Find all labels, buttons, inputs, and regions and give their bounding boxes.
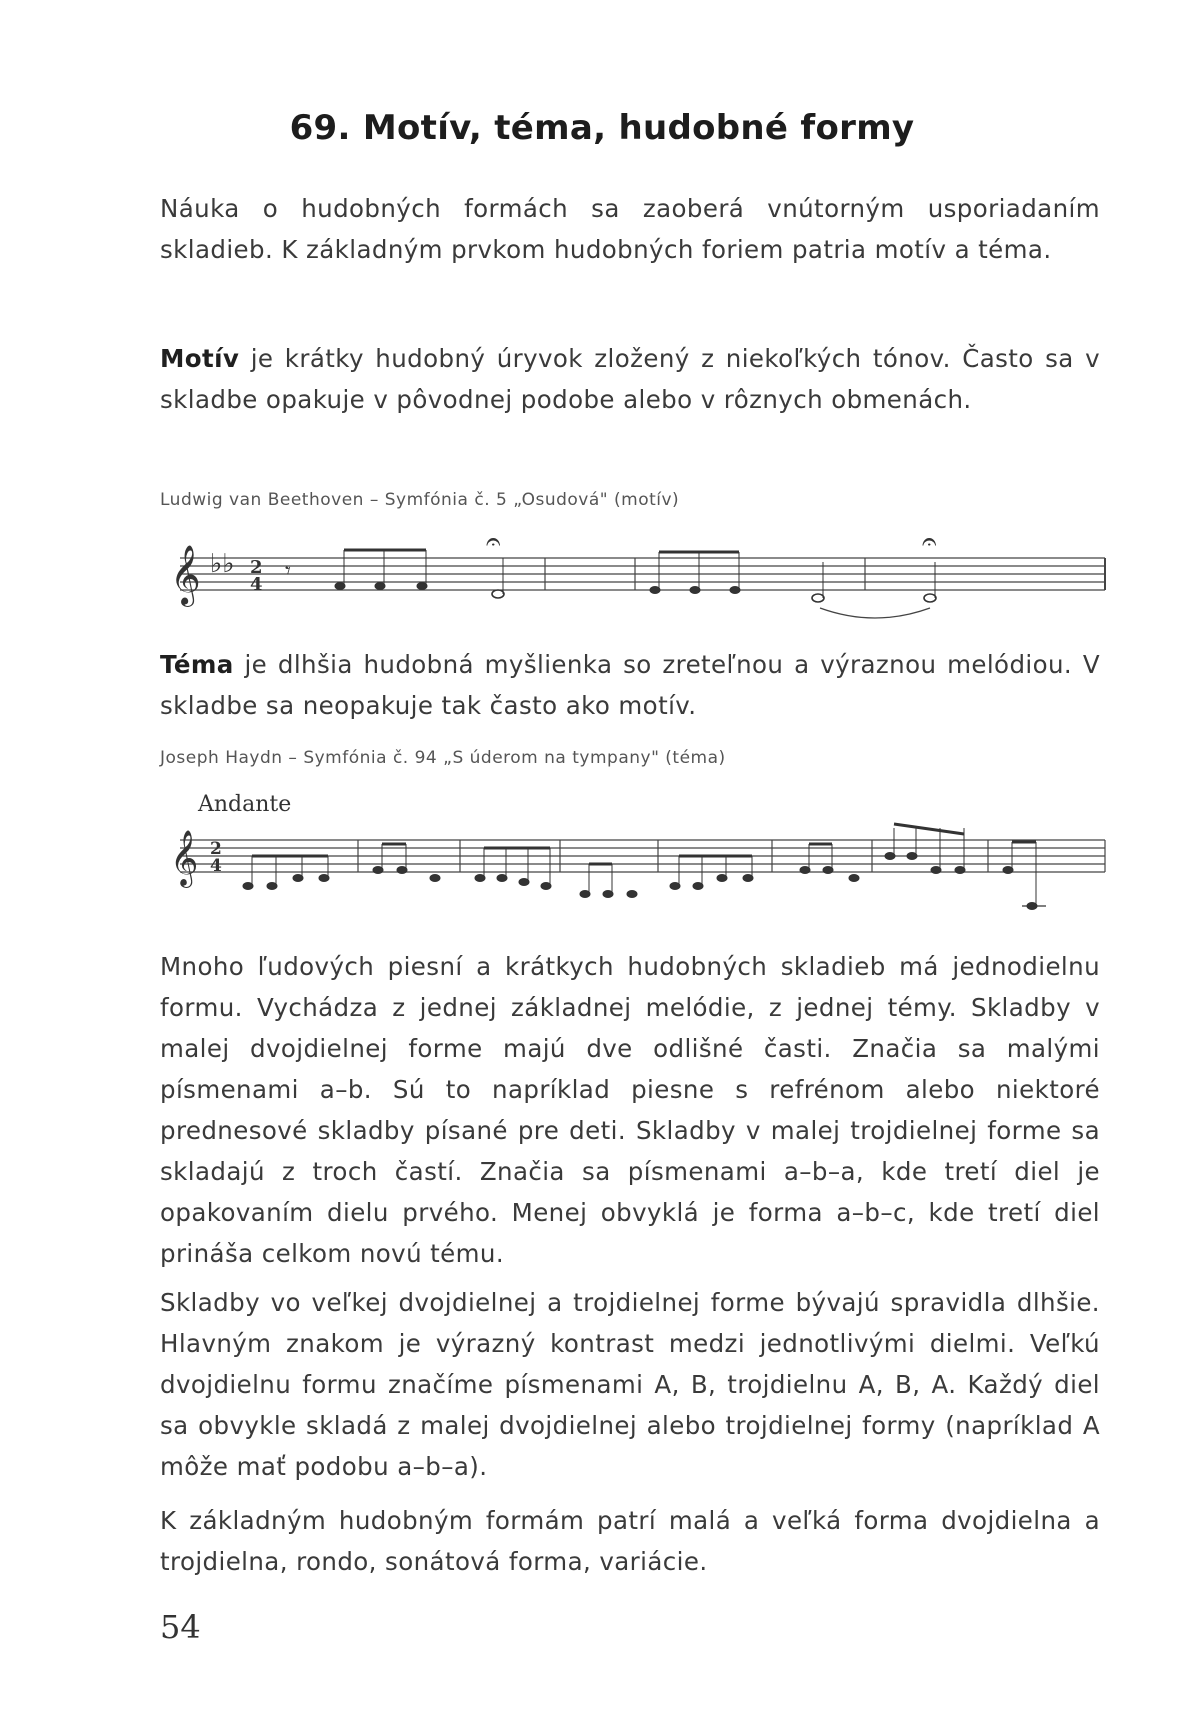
tempo-marking: Andante — [198, 792, 292, 817]
haydn-caption: Joseph Haydn – Symfónia č. 94 „S úderom na tympany" (téma) — [160, 748, 726, 768]
tema-term: Téma — [160, 650, 234, 679]
page-title: 69. Motív, téma, hudobné formy — [289, 108, 915, 148]
fermata-icon: 𝄐 — [486, 528, 501, 557]
motiv-paragraph — [160, 338, 1100, 420]
tie-icon — [820, 608, 930, 618]
treble-clef-icon: 𝄞 — [170, 545, 201, 605]
fermata-icon: 𝄐 — [922, 528, 937, 557]
forms-paragraph-1: Mnoho ľudových piesní a krátkych hudobných skladieb má jednodielnu formu. Vychádza z jednej základnej melódie, z jednej témy. Skladby v malej dvojdielnej forme majú dve odlišné časti. Značia sa malými písmenami a–b. Sú to napríklad piesne s refrénom alebo niektoré prednesové skladby písané pre deti. Skladby v malej trojdielnej forme sa skladajú z troch častí. Značia sa písmenami a–b–a, kde tretí diel je opakovaním dielu prvého. Menej obvyklá je forma a–b–c, kde tretí diel prináša celkom novú tému. — [160, 952, 1100, 1268]
page-number: 54 — [160, 1608, 201, 1646]
tema-paragraph — [160, 644, 1100, 726]
treble-clef-icon: 𝄞 — [170, 830, 199, 886]
time-signature: 2 — [210, 839, 222, 859]
beethoven-caption: Ludwig van Beethoven – Symfónia č. 5 „Osudová" (motív) — [160, 490, 680, 510]
svg-text:4: 4 — [250, 574, 263, 595]
motiv-term: Motív — [160, 344, 240, 373]
forms-paragraph-3: K základným hudobným formám patrí malá a veľká forma dvojdielna a trojdielna, rondo, sonátová forma, variácie. — [160, 1506, 1100, 1576]
time-signature: 2 — [250, 557, 263, 578]
flat-icon: ♭♭ — [210, 549, 235, 579]
rest-icon: 𝄾 — [285, 559, 291, 584]
svg-text:4: 4 — [210, 856, 222, 876]
theme-notes — [243, 824, 1046, 910]
beethoven-motif-notation — [160, 528, 1110, 628]
motiv-definition: je krátky hudobný úryvok zložený z niekoľkých tónov. Často sa v skladbe opakuje v pôvodnej podobe alebo v rôznych obmenách. — [160, 344, 1100, 414]
forms-paragraph-2: Skladby vo veľkej dvojdielnej a trojdielnej forme bývajú spravidla dlhšie. Hlavným znakom je výrazný kontrast medzi jednotlivými dielmi. Veľkú dvojdielnu formu značíme písmenami A, B, trojdielnu A, B, A. Každý diel sa obvykle skladá z malej dvojdielnej alebo trojdielnej formy (napríklad A môže mať podobu a–b–a). — [160, 1288, 1100, 1481]
intro-paragraph: Náuka o hudobných formách sa zaoberá vnútorným usporiadaním skladieb. K základným prvkom hudobných foriem patria motív a téma. — [160, 194, 1100, 264]
haydn-theme-notation — [160, 820, 1110, 930]
tema-definition: je dlhšia hudobná myšlienka so zreteľnou a výraznou melódiou. V skladbe sa neopakuje tak často ako motív. — [160, 650, 1100, 720]
